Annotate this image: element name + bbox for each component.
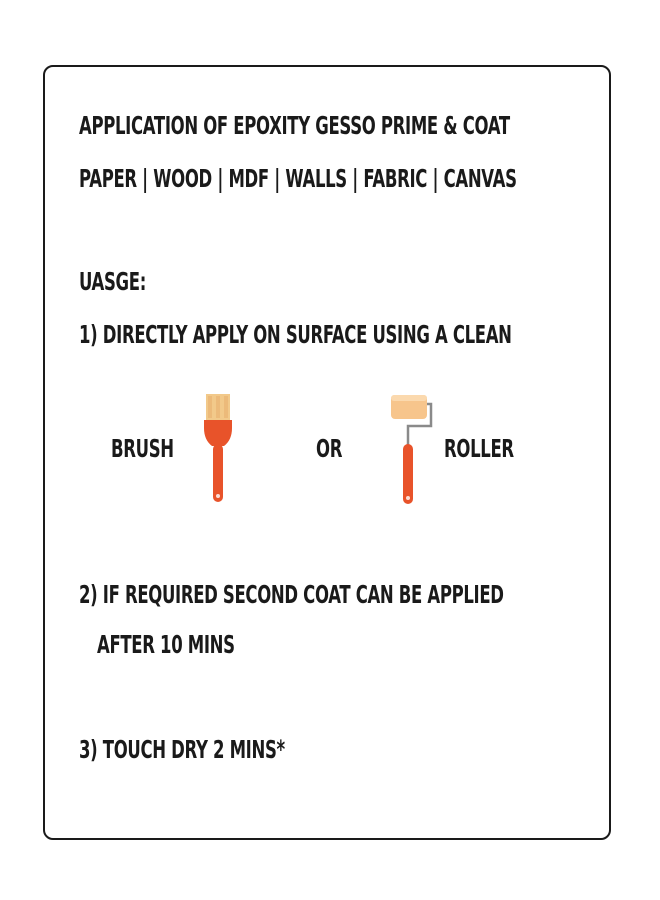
step-3-text: 3) TOUCH DRY 2 MINS* xyxy=(79,735,285,764)
step-2-text-line-1: 2) IF REQUIRED SECOND COAT CAN BE APPLIED xyxy=(79,580,504,609)
surfaces-list: PAPER | WOOD | MDF | WALLS | FABRIC | CANVAS xyxy=(79,164,517,193)
brush-label: BRUSH xyxy=(111,434,174,463)
paint-brush-icon xyxy=(196,392,240,508)
usage-heading: UASGE: xyxy=(79,267,146,296)
step-2-text-line-2: AFTER 10 MINS xyxy=(97,630,235,659)
roller-label: ROLLER xyxy=(444,434,514,463)
paint-roller-icon xyxy=(388,392,434,508)
page-title: APPLICATION OF EPOXITY GESSO PRIME & COAT xyxy=(79,111,510,140)
step-1-text: 1) DIRECTLY APPLY ON SURFACE USING A CLEAN xyxy=(79,320,512,349)
or-label: OR xyxy=(316,434,343,463)
